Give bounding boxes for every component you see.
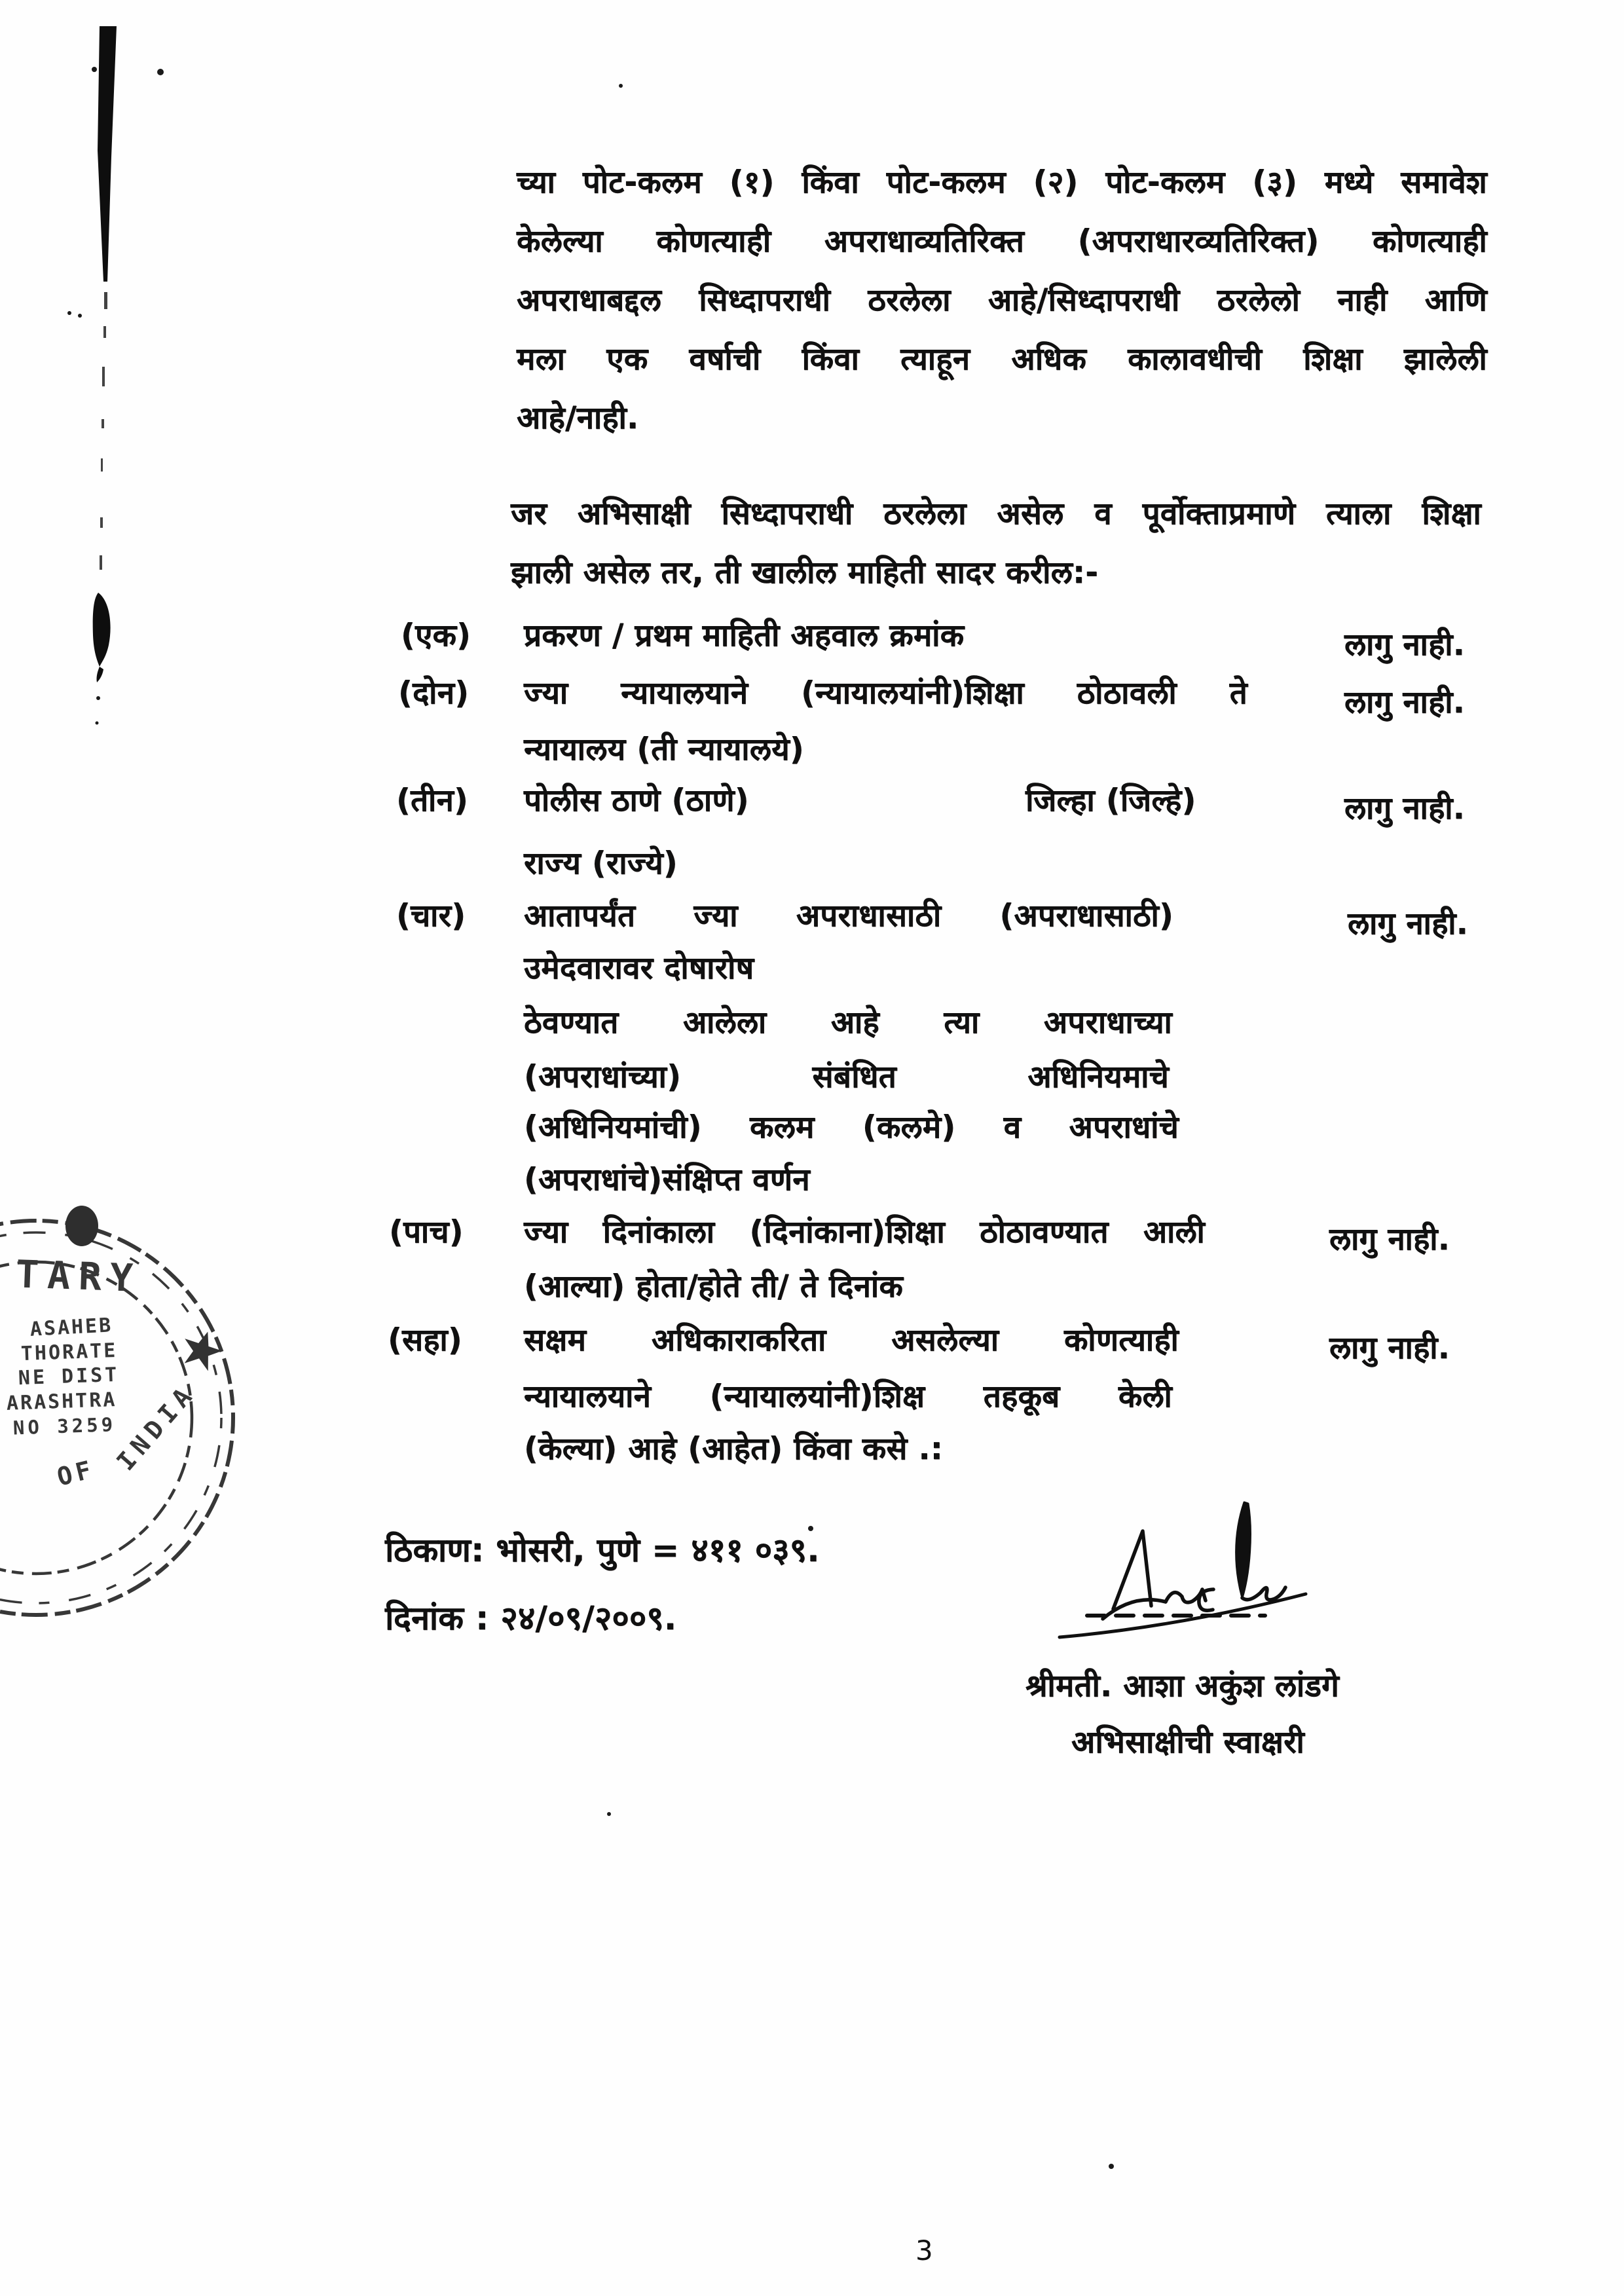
stamp-bottom-arc-of: OF xyxy=(54,1454,98,1492)
paragraph-line: जर अभिसाक्षी सिध्दापराधी ठरलेला असेल व पूर्वोक्ताप्रमाणे त्याला शिक्षा xyxy=(511,496,1481,532)
not-applicable-value: लागु नाही. xyxy=(1344,627,1466,663)
not-applicable-value: लागु नाही. xyxy=(1329,1221,1450,1257)
place-line: ठिकाण: भोसरी, पुणे = ४११ ०३९. xyxy=(385,1531,820,1569)
list-item-line: (अपराधांच्या) संबंधित अधिनियमाचे xyxy=(524,1059,1169,1095)
paragraph-line: च्या पोट-कलम (१) किंवा पोट-कलम (२) पोट-कलम (३) मध्ये समावेश xyxy=(517,164,1487,200)
signatory-name: श्रीमती. आशा अकुंश लांडगे xyxy=(1025,1668,1339,1704)
list-item-line: (अधिनियमांची) कलम (कलमे) व अपराधांचे xyxy=(524,1109,1179,1145)
svg-text:ASAHEB: ASAHEB xyxy=(29,1314,114,1341)
list-item-marker: (एक) xyxy=(401,618,471,654)
list-item-marker: (पाच) xyxy=(389,1214,464,1250)
ink-blob-artifact xyxy=(93,593,111,667)
list-item-line: आतापर्यंत ज्या अपराधासाठी (अपराधासाठी) xyxy=(524,898,1173,934)
paragraph-line: आहे/नाही. xyxy=(517,400,639,436)
not-applicable-value: लागु नाही. xyxy=(1348,906,1469,942)
not-applicable-value: लागु नाही. xyxy=(1344,790,1466,826)
paragraph-line: झाली असेल तर, ती खालील माहिती सादर करील:- xyxy=(511,555,1099,591)
list-item-line: ज्या न्यायालयाने (न्यायालयांनी)शिक्षा ठोठावली ते xyxy=(524,675,1247,711)
list-item-line: राज्य (राज्ये) xyxy=(524,845,678,881)
stamp-bottom-arc-india: INDIA xyxy=(111,1378,202,1476)
list-item-marker: (तीन) xyxy=(396,783,469,819)
list-item-line: (आल्या) होता/होते ती/ ते दिनांक xyxy=(524,1268,903,1305)
page-number: 3 xyxy=(915,2234,934,2267)
list-item-line: जिल्हा (जिल्हे) xyxy=(1025,783,1196,819)
list-item-line: (अपराधांचे)संक्षिप्त वर्णन xyxy=(524,1162,810,1198)
list-item-line: सक्षम अधिकाराकरिता असलेल्या कोणत्याही xyxy=(524,1322,1179,1358)
list-item-line: (केल्या) आहे (आहेत) किंवा कसे .: xyxy=(524,1431,944,1467)
list-item-line: प्रकरण / प्रथम माहिती अहवाल क्रमांक xyxy=(524,618,965,654)
stamp-top-arc-text: TARY xyxy=(15,1251,143,1301)
list-item-line: न्यायालयाने (न्यायालयांनी)शिक्ष तहकूब केली xyxy=(524,1379,1172,1415)
signatory-role: अभिसाक्षीची स्वाक्षरी xyxy=(1071,1724,1305,1760)
not-applicable-value: लागु नाही. xyxy=(1344,684,1466,720)
date-line: दिनांक : २४/०९/२००९. xyxy=(385,1599,677,1637)
not-applicable-value: लागु नाही. xyxy=(1329,1330,1450,1366)
list-item-marker: (दोन) xyxy=(398,675,470,711)
list-item-marker: (सहा) xyxy=(388,1322,462,1358)
paragraph-line: मला एक वर्षाची किंवा त्याहून अधिक कालावधीची शिक्षा झालेली xyxy=(517,341,1487,377)
list-item-marker: (चार) xyxy=(396,898,466,934)
ink-streak-artifact xyxy=(98,26,117,282)
list-item-line: ज्या दिनांकाला (दिनांकाना)शिक्षा ठोठावण्यात आली xyxy=(524,1214,1205,1250)
svg-text:NE DIST: NE DIST xyxy=(18,1363,120,1390)
list-item-line: उमेदवारावर दोषारोष xyxy=(524,950,754,986)
list-item-line: पोलीस ठाणे (ठाणे) xyxy=(524,783,749,819)
svg-text:NO 3259: NO 3259 xyxy=(12,1413,117,1439)
svg-text:ARASHTRA: ARASHTRA xyxy=(6,1388,117,1415)
paragraph-line: केलेल्या कोणत्याही अपराधाव्यतिरिक्त (अपराधारव्यतिरिक्त) कोणत्याही xyxy=(517,223,1487,259)
list-item-line: न्यायालय (ती न्यायालये) xyxy=(524,731,804,768)
svg-text:THORATE: THORATE xyxy=(20,1339,118,1366)
paragraph-line: अपराधाबद्दल सिध्दापराधी ठरलेला आहे/सिध्दापराधी ठरलेलो नाही आणि xyxy=(517,282,1487,318)
list-item-line: ठेवण्यात आलेला आहे त्या अपराधाच्या xyxy=(524,1005,1172,1041)
